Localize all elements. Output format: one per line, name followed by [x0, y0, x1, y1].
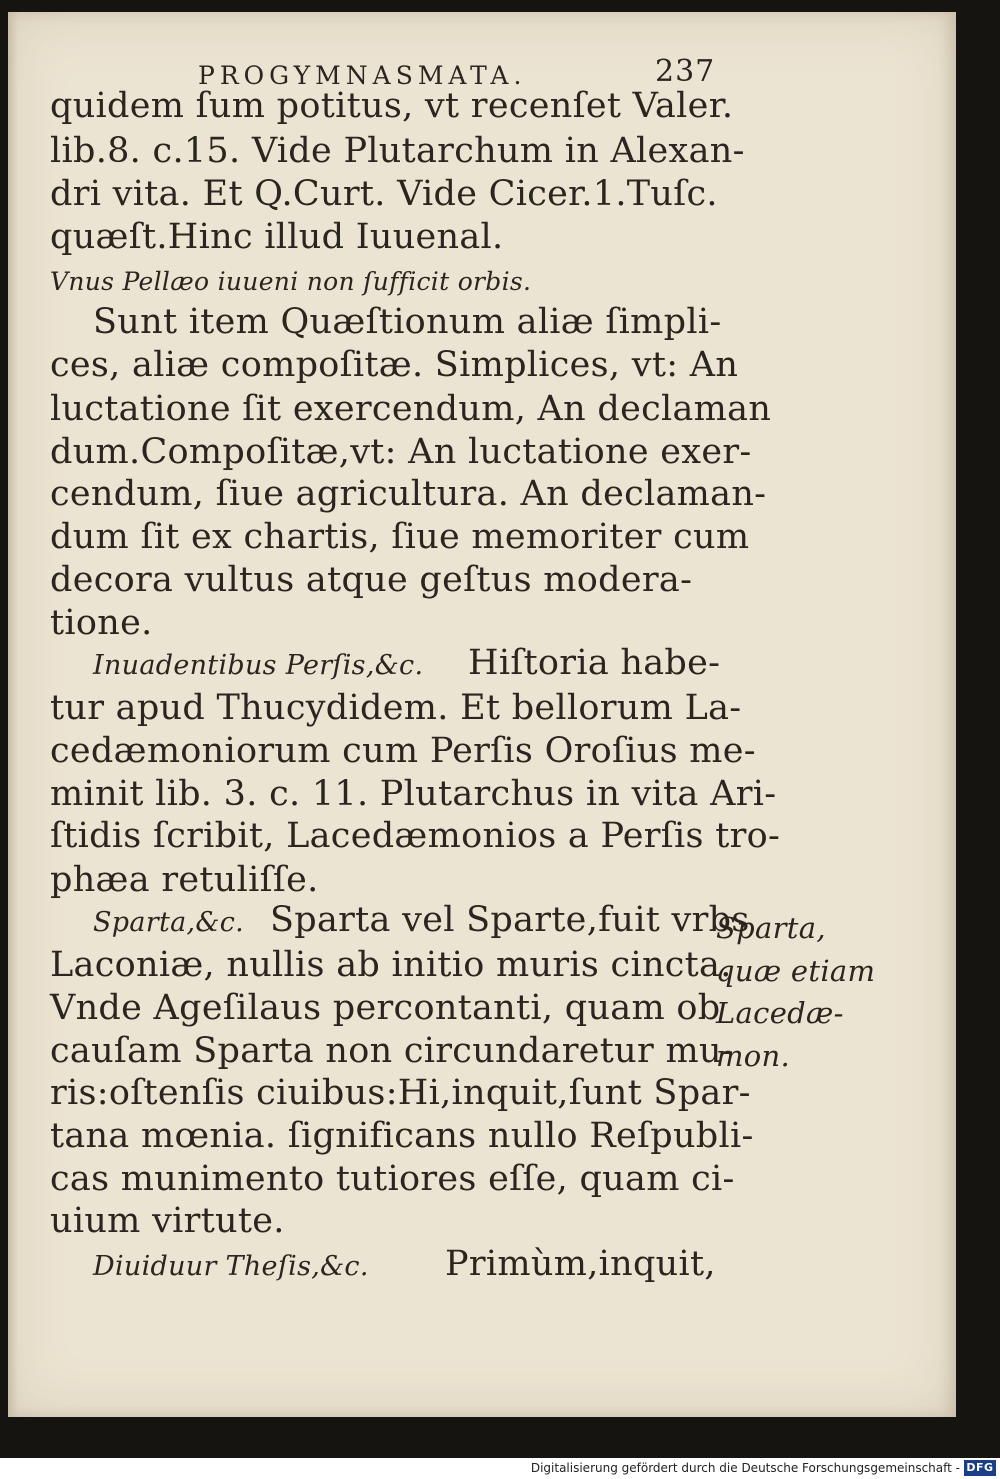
verse-quote: Vnus Pellæo iuueni non ſufficit orbis.	[50, 267, 532, 296]
text-line: Sparta vel Sparte,fuit vrbs	[270, 900, 750, 940]
text-line: Laconiæ, nullis ab initio muris cincta.	[50, 945, 732, 985]
lemma-sparta: Sparta,&c.	[93, 907, 245, 938]
text-line: dum ſit ex chartis, ſiue memoriter cum	[50, 517, 750, 557]
running-title: PROGYMNASMATA.	[198, 61, 527, 90]
marginal-note: quæ etiam	[716, 954, 876, 988]
text-line: quæſt.Hinc illud Iuuenal.	[50, 217, 504, 257]
funding-credit: Digitalisierung gefördert durch die Deutsche Forschungsgemeinschaft -	[530, 1461, 960, 1475]
page-edge-shadow	[8, 12, 18, 1417]
text-line: luctatione ſit exercendum, An declaman	[50, 389, 772, 429]
text-line: lib.8. c.15. Vide Plutarchum in Alexan-	[50, 131, 745, 171]
text-line: ſtidis ſcribit, Lacedæmonios a Perſis tro-	[50, 816, 781, 856]
text-line: Hiſtoria habe-	[468, 643, 721, 683]
text-line: uium virtute.	[50, 1201, 285, 1241]
text-line: cas munimento tutiores eſſe, quam ci-	[50, 1159, 735, 1199]
text-line: Sunt item Quæſtionum aliæ ſimpli-	[93, 302, 722, 342]
text-line: dum.Compoſitæ,vt: An luctatione exer-	[50, 432, 752, 472]
text-line: tur apud Thucydidem. Et bellorum La-	[50, 688, 742, 728]
text-line: cedæmoniorum cum Perſis Oroſius me-	[50, 731, 756, 771]
text-line: phæa retuliſſe.	[50, 860, 319, 900]
text-line: tione.	[50, 603, 153, 643]
text-line: Primùm,inquit,	[445, 1244, 716, 1284]
text-line: quidem ſum potitus, vt recenſet Valer.	[50, 86, 734, 126]
lemma-inuadentibus: Inuadentibus Perſis,&c.	[93, 650, 424, 681]
text-line: Vnde Ageſilaus percontanti, quam ob	[50, 988, 721, 1028]
text-line: minit lib. 3. c. 11. Plutarchus in vita Ari-	[50, 774, 777, 814]
text-line: ces, aliæ compoſitæ. Simplices, vt: An	[50, 345, 739, 385]
text-line: ris:oſtenſis ciuibus:Hi,inquit,ſunt Spar-	[50, 1073, 751, 1113]
text-line: cauſam Sparta non circundaretur mu-	[50, 1031, 734, 1071]
text-line: dri vita. Et Q.Curt. Vide Cicer.1.Tuſc.	[50, 174, 718, 214]
lemma-diuiduur: Diuiduur Theſis,&c.	[93, 1251, 369, 1282]
text-line: cendum, ſiue agricultura. An declaman-	[50, 474, 767, 514]
marginal-note: mon.	[716, 1039, 791, 1073]
marginal-note: Lacedæ-	[716, 996, 844, 1030]
dfg-logo: DFG	[964, 1460, 996, 1476]
marginal-note: Sparta,	[716, 911, 826, 945]
text-line: decora vultus atque geſtus modera-	[50, 560, 693, 600]
page-number: 237	[655, 54, 716, 89]
text-line: tana mœnia. ſignificans nullo Reſpubli-	[50, 1116, 754, 1156]
